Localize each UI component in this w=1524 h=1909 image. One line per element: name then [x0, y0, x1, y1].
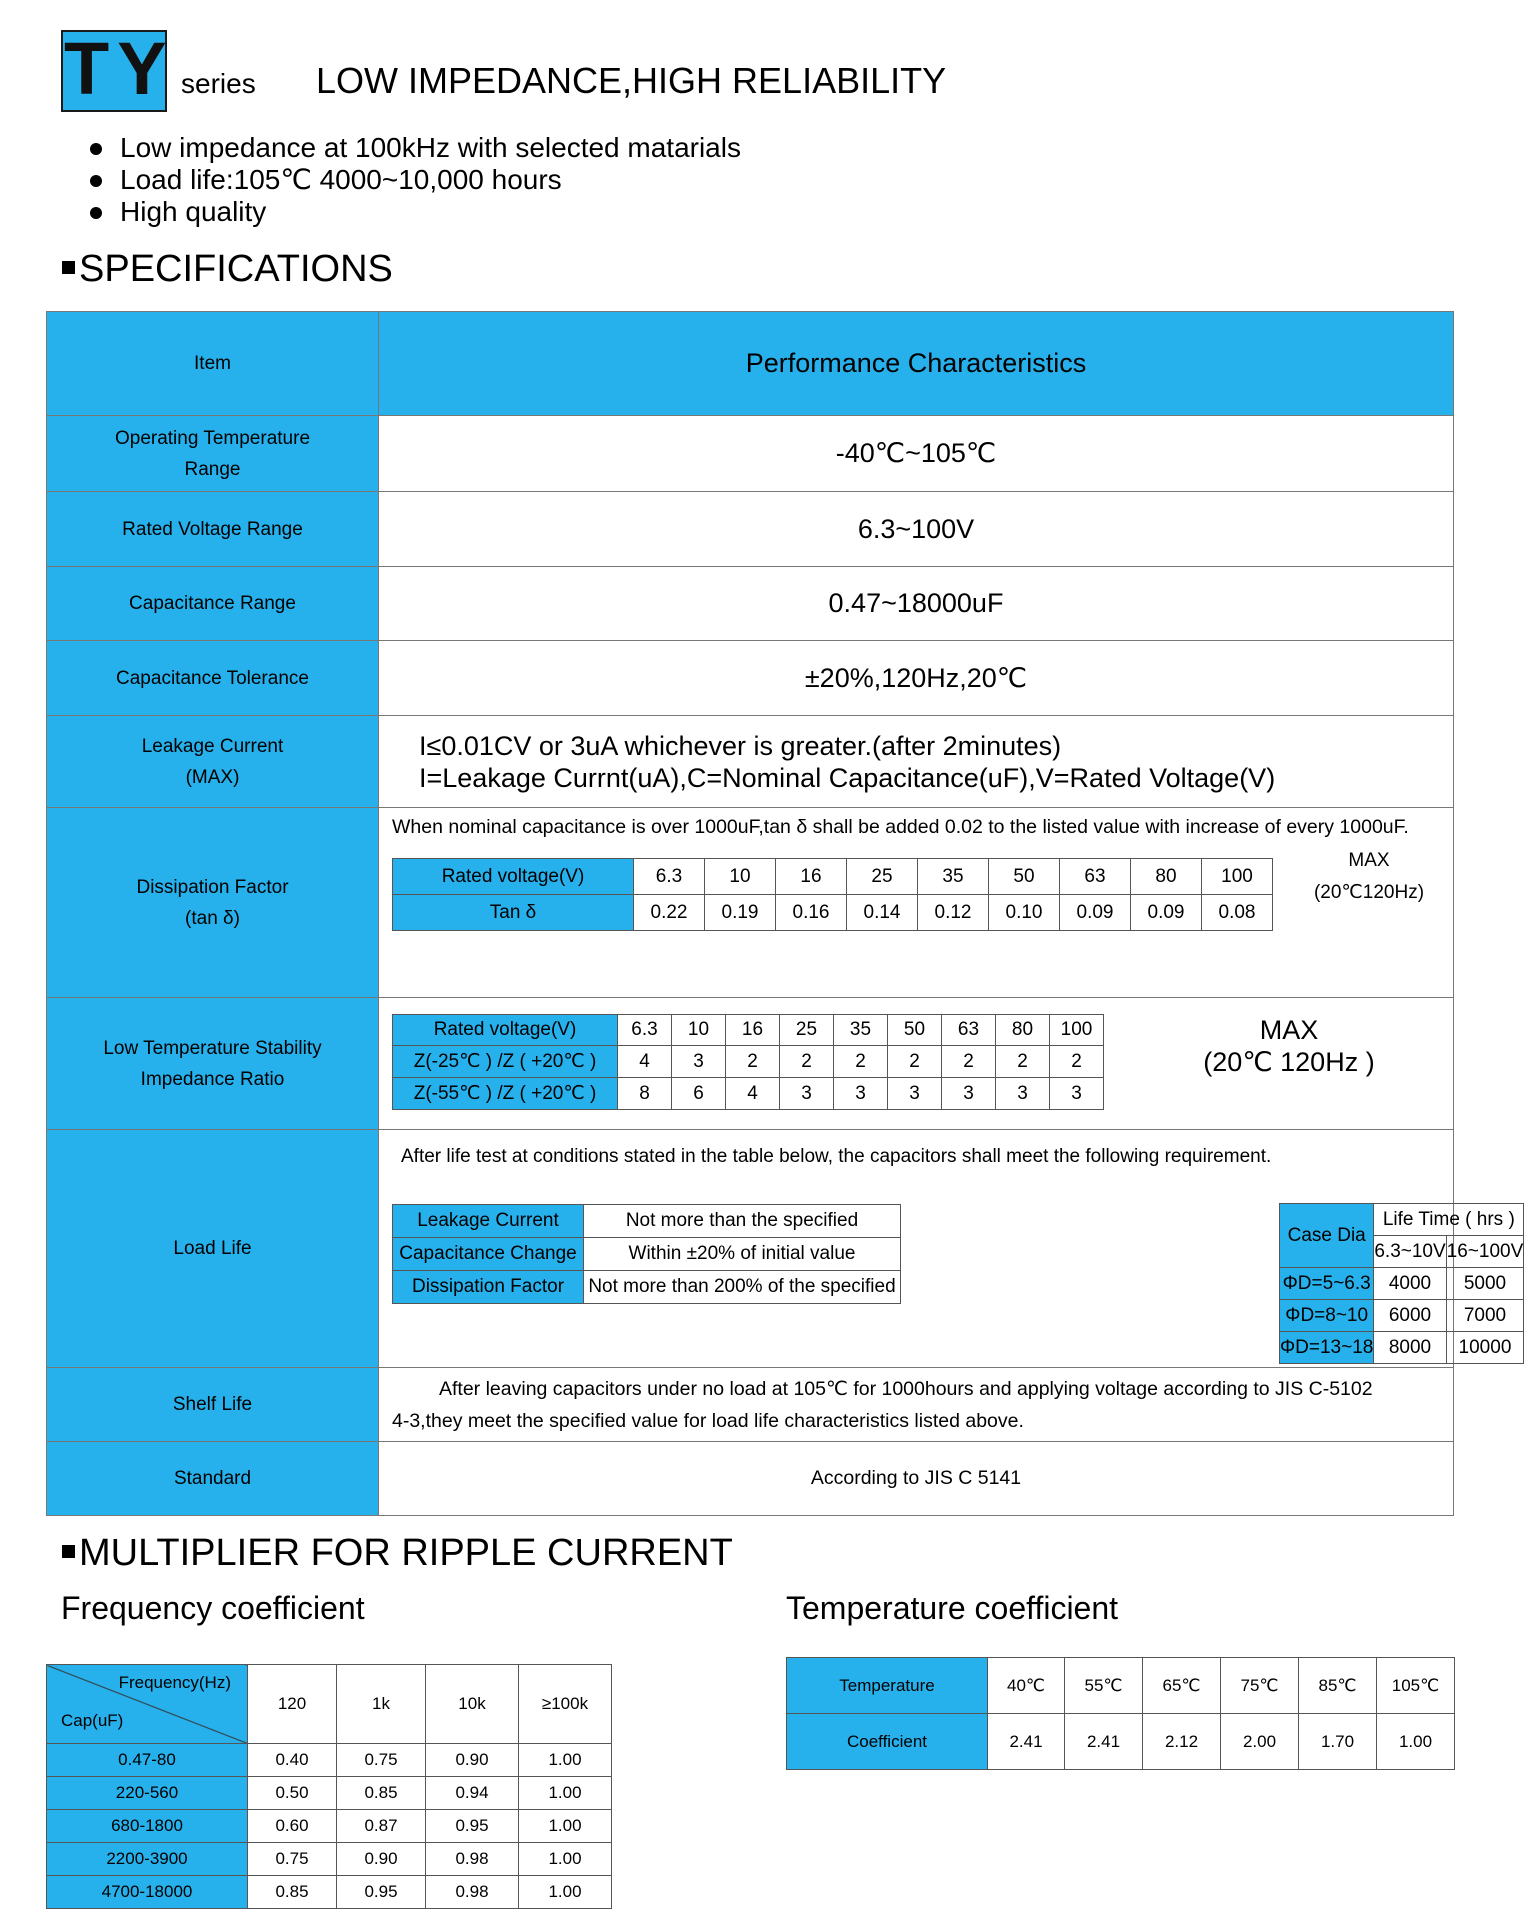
z25-cell: 2 [888, 1046, 942, 1078]
requirement-row [393, 1205, 901, 1238]
low-temp-voltage-row [393, 1015, 1104, 1046]
feature-item: Low impedance at 100kHz with selected matarials [88, 132, 741, 164]
z55-cell: 3 [834, 1078, 888, 1110]
coef-cell: 0.75 [248, 1843, 337, 1876]
z55-row [393, 1078, 1104, 1110]
coefficient-header: Coefficient [787, 1714, 988, 1770]
specifications-table [46, 311, 1524, 1516]
voltage-cell: 6.3 [618, 1015, 672, 1046]
requirement-key: Dissipation Factor [393, 1271, 584, 1304]
series-word: series [181, 68, 256, 99]
cap-tolerance-label: Capacitance Tolerance [47, 641, 379, 716]
rated-voltage-label: Rated Voltage Range [47, 492, 379, 567]
requirement-value: Within ±20% of initial value [584, 1238, 901, 1271]
cap-range-cell: 220-560 [47, 1777, 248, 1810]
rated-voltage-header: Rated voltage(V) [393, 859, 634, 895]
coefficient-cell: 1.70 [1299, 1714, 1377, 1770]
square-bullet-icon [62, 261, 75, 274]
tan-cell: 0.16 [776, 895, 847, 931]
spec-row-low-temp [47, 998, 1454, 1130]
z25-row [393, 1046, 1104, 1078]
leakage-value: I≤0.01CV or 3uA whichever is greater.(after 2minutes) I=Leakage Currnt(uA),C=Nominal Capacitance(uF),V=Rated Voltage(V) [379, 716, 1454, 808]
spec-row-cap-range [47, 567, 1454, 641]
cap-axis-label: Cap(uF) [61, 1711, 124, 1730]
voltage-cell: 80 [996, 1015, 1050, 1046]
coefficient-cell: 2.41 [1065, 1714, 1143, 1770]
low-temp-max-note: MAX (20℃ 120Hz ) [1203, 1015, 1375, 1077]
life-hours-cell: 8000 [1374, 1332, 1446, 1364]
z55-cell: 3 [1050, 1078, 1104, 1110]
operating-temp-label: Operating Temperature Range [47, 416, 379, 492]
coef-cell: 0.40 [248, 1744, 337, 1777]
z25-cell: 2 [1050, 1046, 1104, 1078]
voltage-cell: 100 [1202, 859, 1273, 895]
voltage-cell: 6.3 [634, 859, 705, 895]
coef-cell: 1.00 [519, 1744, 612, 1777]
coefficient-row [787, 1714, 1455, 1770]
z25-cell: 2 [834, 1046, 888, 1078]
life-hours-cell: 4000 [1374, 1268, 1446, 1300]
coefficient-cell: 2.00 [1221, 1714, 1299, 1770]
tan-cell: 0.19 [705, 895, 776, 931]
tan-cell: 0.22 [634, 895, 705, 931]
coef-cell: 0.60 [248, 1810, 337, 1843]
voltage-cell: 25 [780, 1015, 834, 1046]
coef-cell: 0.95 [337, 1876, 426, 1909]
page-headline: LOW IMPEDANCE,HIGH RELIABILITY [316, 60, 947, 101]
coef-cell: 0.95 [426, 1810, 519, 1843]
coefficient-cell: 2.12 [1143, 1714, 1221, 1770]
coef-cell: 0.98 [426, 1843, 519, 1876]
dissipation-note: When nominal capacitance is over 1000uF,tan δ shall be added 0.02 to the listed value with increase of every 1000uF. [392, 816, 1409, 838]
tan-delta-header: Tan δ [393, 895, 634, 931]
dissipation-voltage-row [393, 859, 1273, 895]
voltage-class-high: 16~100V [1446, 1236, 1524, 1268]
performance-header: Performance Characteristics [379, 312, 1454, 416]
coef-cell: 1.00 [519, 1810, 612, 1843]
voltage-cell: 50 [888, 1015, 942, 1046]
coef-cell: 0.90 [337, 1843, 426, 1876]
feature-item: Load life:105℃ 4000~10,000 hours [88, 164, 741, 196]
coef-cell: 1.00 [519, 1843, 612, 1876]
coef-cell: 0.98 [426, 1876, 519, 1909]
freq-cell: 120 [248, 1665, 337, 1744]
z25-cell: 4 [618, 1046, 672, 1078]
cap-range-cell: 0.47-80 [47, 1744, 248, 1777]
coefficient-cell: 2.41 [988, 1714, 1065, 1770]
freq-row [47, 1810, 612, 1843]
cap-range-value: 0.47~18000uF [379, 567, 1454, 641]
temperature-cell: 105℃ [1377, 1658, 1455, 1714]
spec-row-cap-tolerance [47, 641, 1454, 716]
temperature-cell: 75℃ [1221, 1658, 1299, 1714]
coef-cell: 0.94 [426, 1777, 519, 1810]
freq-cell: ≥100k [519, 1665, 612, 1744]
leakage-label: Leakage Current (MAX) [47, 716, 379, 808]
spec-row-operating-temp [47, 416, 1454, 492]
frequency-axis-label: Frequency(Hz) [118, 1673, 231, 1692]
requirement-key: Capacitance Change [393, 1238, 584, 1271]
dissipation-max-note: MAX (20℃120Hz) [1313, 850, 1425, 903]
standard-label: Standard [47, 1442, 379, 1516]
shelf-life-value: After leaving capacitors under no load at 105℃ for 1000hours and applying voltage according to JIS C-5102 4-3,they meet the specified value for load life characteristics listed above. [379, 1368, 1454, 1442]
z55-cell: 3 [942, 1078, 996, 1110]
requirement-row [393, 1238, 901, 1271]
z55-header: Z(-55℃ ) /Z ( +20℃ ) [393, 1078, 618, 1110]
voltage-cell: 25 [847, 859, 918, 895]
voltage-cell: 63 [1060, 859, 1131, 895]
life-time-header: Life Time ( hrs ) [1374, 1204, 1524, 1236]
life-hours-cell: 5000 [1446, 1268, 1524, 1300]
low-temp-value [379, 998, 1454, 1130]
requirement-row [393, 1271, 901, 1304]
voltage-cell: 100 [1050, 1015, 1104, 1046]
impedance-ratio-table [392, 1014, 1104, 1110]
z55-cell: 3 [996, 1078, 1050, 1110]
rated-voltage-value: 6.3~100V [379, 492, 1454, 567]
item-header: Item [47, 312, 379, 416]
coef-cell: 0.87 [337, 1810, 426, 1843]
voltage-cell: 16 [776, 859, 847, 895]
rated-voltage-header: Rated voltage(V) [393, 1015, 618, 1046]
z25-cell: 2 [942, 1046, 996, 1078]
tan-delta-table [392, 858, 1273, 931]
load-life-requirement-table [392, 1204, 901, 1304]
temperature-row [787, 1658, 1455, 1714]
tan-cell: 0.08 [1202, 895, 1273, 931]
case-dia-cell: ΦD=13~18 [1280, 1332, 1374, 1364]
z55-cell: 3 [780, 1078, 834, 1110]
load-life-intro: After life test at conditions stated in the table below, the capacitors shall meet the following requirement. [401, 1146, 1272, 1167]
spec-row-leakage [47, 716, 1454, 808]
requirement-value: Not more than the specified [584, 1205, 901, 1238]
operating-temp-value: -40℃~105℃ [379, 416, 1454, 492]
low-temp-label: Low Temperature Stability Impedance Ratio [47, 998, 379, 1130]
cap-tolerance-value: ±20%,120Hz,20℃ [379, 641, 1454, 716]
dissipation-label: Dissipation Factor (tan δ) [47, 808, 379, 998]
voltage-cell: 35 [834, 1015, 888, 1046]
feature-item: High quality [88, 196, 741, 228]
tan-cell: 0.10 [989, 895, 1060, 931]
load-life-label: Load Life [47, 1130, 379, 1368]
coef-cell: 0.50 [248, 1777, 337, 1810]
temperature-cell: 65℃ [1143, 1658, 1221, 1714]
spec-row-rated-voltage [47, 492, 1454, 567]
tan-cell: 0.09 [1060, 895, 1131, 931]
temperature-cell: 55℃ [1065, 1658, 1143, 1714]
cap-range-label: Capacitance Range [47, 567, 379, 641]
spec-row-dissipation [47, 808, 1454, 998]
z25-cell: 2 [726, 1046, 780, 1078]
life-time-header-row [1280, 1204, 1524, 1236]
life-hours-cell: 10000 [1446, 1332, 1524, 1364]
freq-cell: 1k [337, 1665, 426, 1744]
ripple-heading: MULTIPLIER FOR RIPPLE CURRENT [62, 1532, 733, 1575]
z25-header: Z(-25℃ ) /Z ( +20℃ ) [393, 1046, 618, 1078]
voltage-cell: 10 [705, 859, 776, 895]
dissipation-value [379, 808, 1454, 998]
z25-cell: 3 [672, 1046, 726, 1078]
shelf-life-label: Shelf Life [47, 1368, 379, 1442]
voltage-cell: 50 [989, 859, 1060, 895]
voltage-cell: 10 [672, 1015, 726, 1046]
life-time-row [1280, 1268, 1524, 1300]
temperature-cell: 40℃ [988, 1658, 1065, 1714]
z55-cell: 3 [888, 1078, 942, 1110]
spec-row-standard [47, 1442, 1454, 1516]
voltage-cell: 63 [942, 1015, 996, 1046]
z25-cell: 2 [780, 1046, 834, 1078]
frequency-coefficient-title: Frequency coefficient [61, 1590, 365, 1626]
voltage-cell: 80 [1131, 859, 1202, 895]
feature-list [88, 132, 741, 228]
voltage-cell: 35 [918, 859, 989, 895]
temperature-cell: 85℃ [1299, 1658, 1377, 1714]
cap-range-cell: 2200-3900 [47, 1843, 248, 1876]
tan-cell: 0.09 [1131, 895, 1202, 931]
tan-cell: 0.12 [918, 895, 989, 931]
freq-row [47, 1744, 612, 1777]
coef-cell: 0.85 [248, 1876, 337, 1909]
voltage-class-low: 6.3~10V [1374, 1236, 1446, 1268]
coef-cell: 0.90 [426, 1744, 519, 1777]
life-time-table [1279, 1203, 1524, 1364]
freq-row [47, 1777, 612, 1810]
tan-cell: 0.14 [847, 895, 918, 931]
life-time-row [1280, 1332, 1524, 1364]
freq-row [47, 1843, 612, 1876]
case-dia-header: Case Dia [1280, 1204, 1374, 1268]
freq-header-row [47, 1665, 612, 1744]
series-code: TY [64, 27, 175, 110]
life-time-row [1280, 1300, 1524, 1332]
case-dia-cell: ΦD=8~10 [1280, 1300, 1374, 1332]
load-life-value [379, 1130, 1524, 1368]
tan-delta-row [393, 895, 1273, 931]
temperature-coefficient-table [786, 1657, 1455, 1770]
coef-cell: 1.00 [519, 1777, 612, 1810]
square-bullet-icon [62, 1545, 75, 1558]
coef-cell: 1.00 [519, 1876, 612, 1909]
voltage-cell: 16 [726, 1015, 780, 1046]
coef-cell: 0.85 [337, 1777, 426, 1810]
requirement-key: Leakage Current [393, 1205, 584, 1238]
z55-cell: 6 [672, 1078, 726, 1110]
temperature-coefficient-title: Temperature coefficient [786, 1590, 1119, 1626]
temperature-header: Temperature [787, 1658, 988, 1714]
spec-row-shelf-life [47, 1368, 1454, 1442]
standard-value: According to JIS C 5141 [379, 1442, 1454, 1516]
case-dia-cell: ΦD=5~6.3 [1280, 1268, 1374, 1300]
freq-row [47, 1876, 612, 1909]
spec-header-row [47, 312, 1454, 416]
freq-cap-header [47, 1665, 248, 1744]
requirement-value: Not more than 200% of the specified [584, 1271, 901, 1304]
spec-row-load-life [47, 1130, 1454, 1368]
z55-cell: 8 [618, 1078, 672, 1110]
specifications-heading: SPECIFICATIONS [62, 248, 393, 291]
life-hours-cell: 6000 [1374, 1300, 1446, 1332]
z25-cell: 2 [996, 1046, 1050, 1078]
freq-cell: 10k [426, 1665, 519, 1744]
z55-cell: 4 [726, 1078, 780, 1110]
cap-range-cell: 680-1800 [47, 1810, 248, 1843]
life-hours-cell: 7000 [1446, 1300, 1524, 1332]
cap-range-cell: 4700-18000 [47, 1876, 248, 1909]
coef-cell: 0.75 [337, 1744, 426, 1777]
coefficient-cell: 1.00 [1377, 1714, 1455, 1770]
frequency-coefficient-table [46, 1664, 612, 1909]
